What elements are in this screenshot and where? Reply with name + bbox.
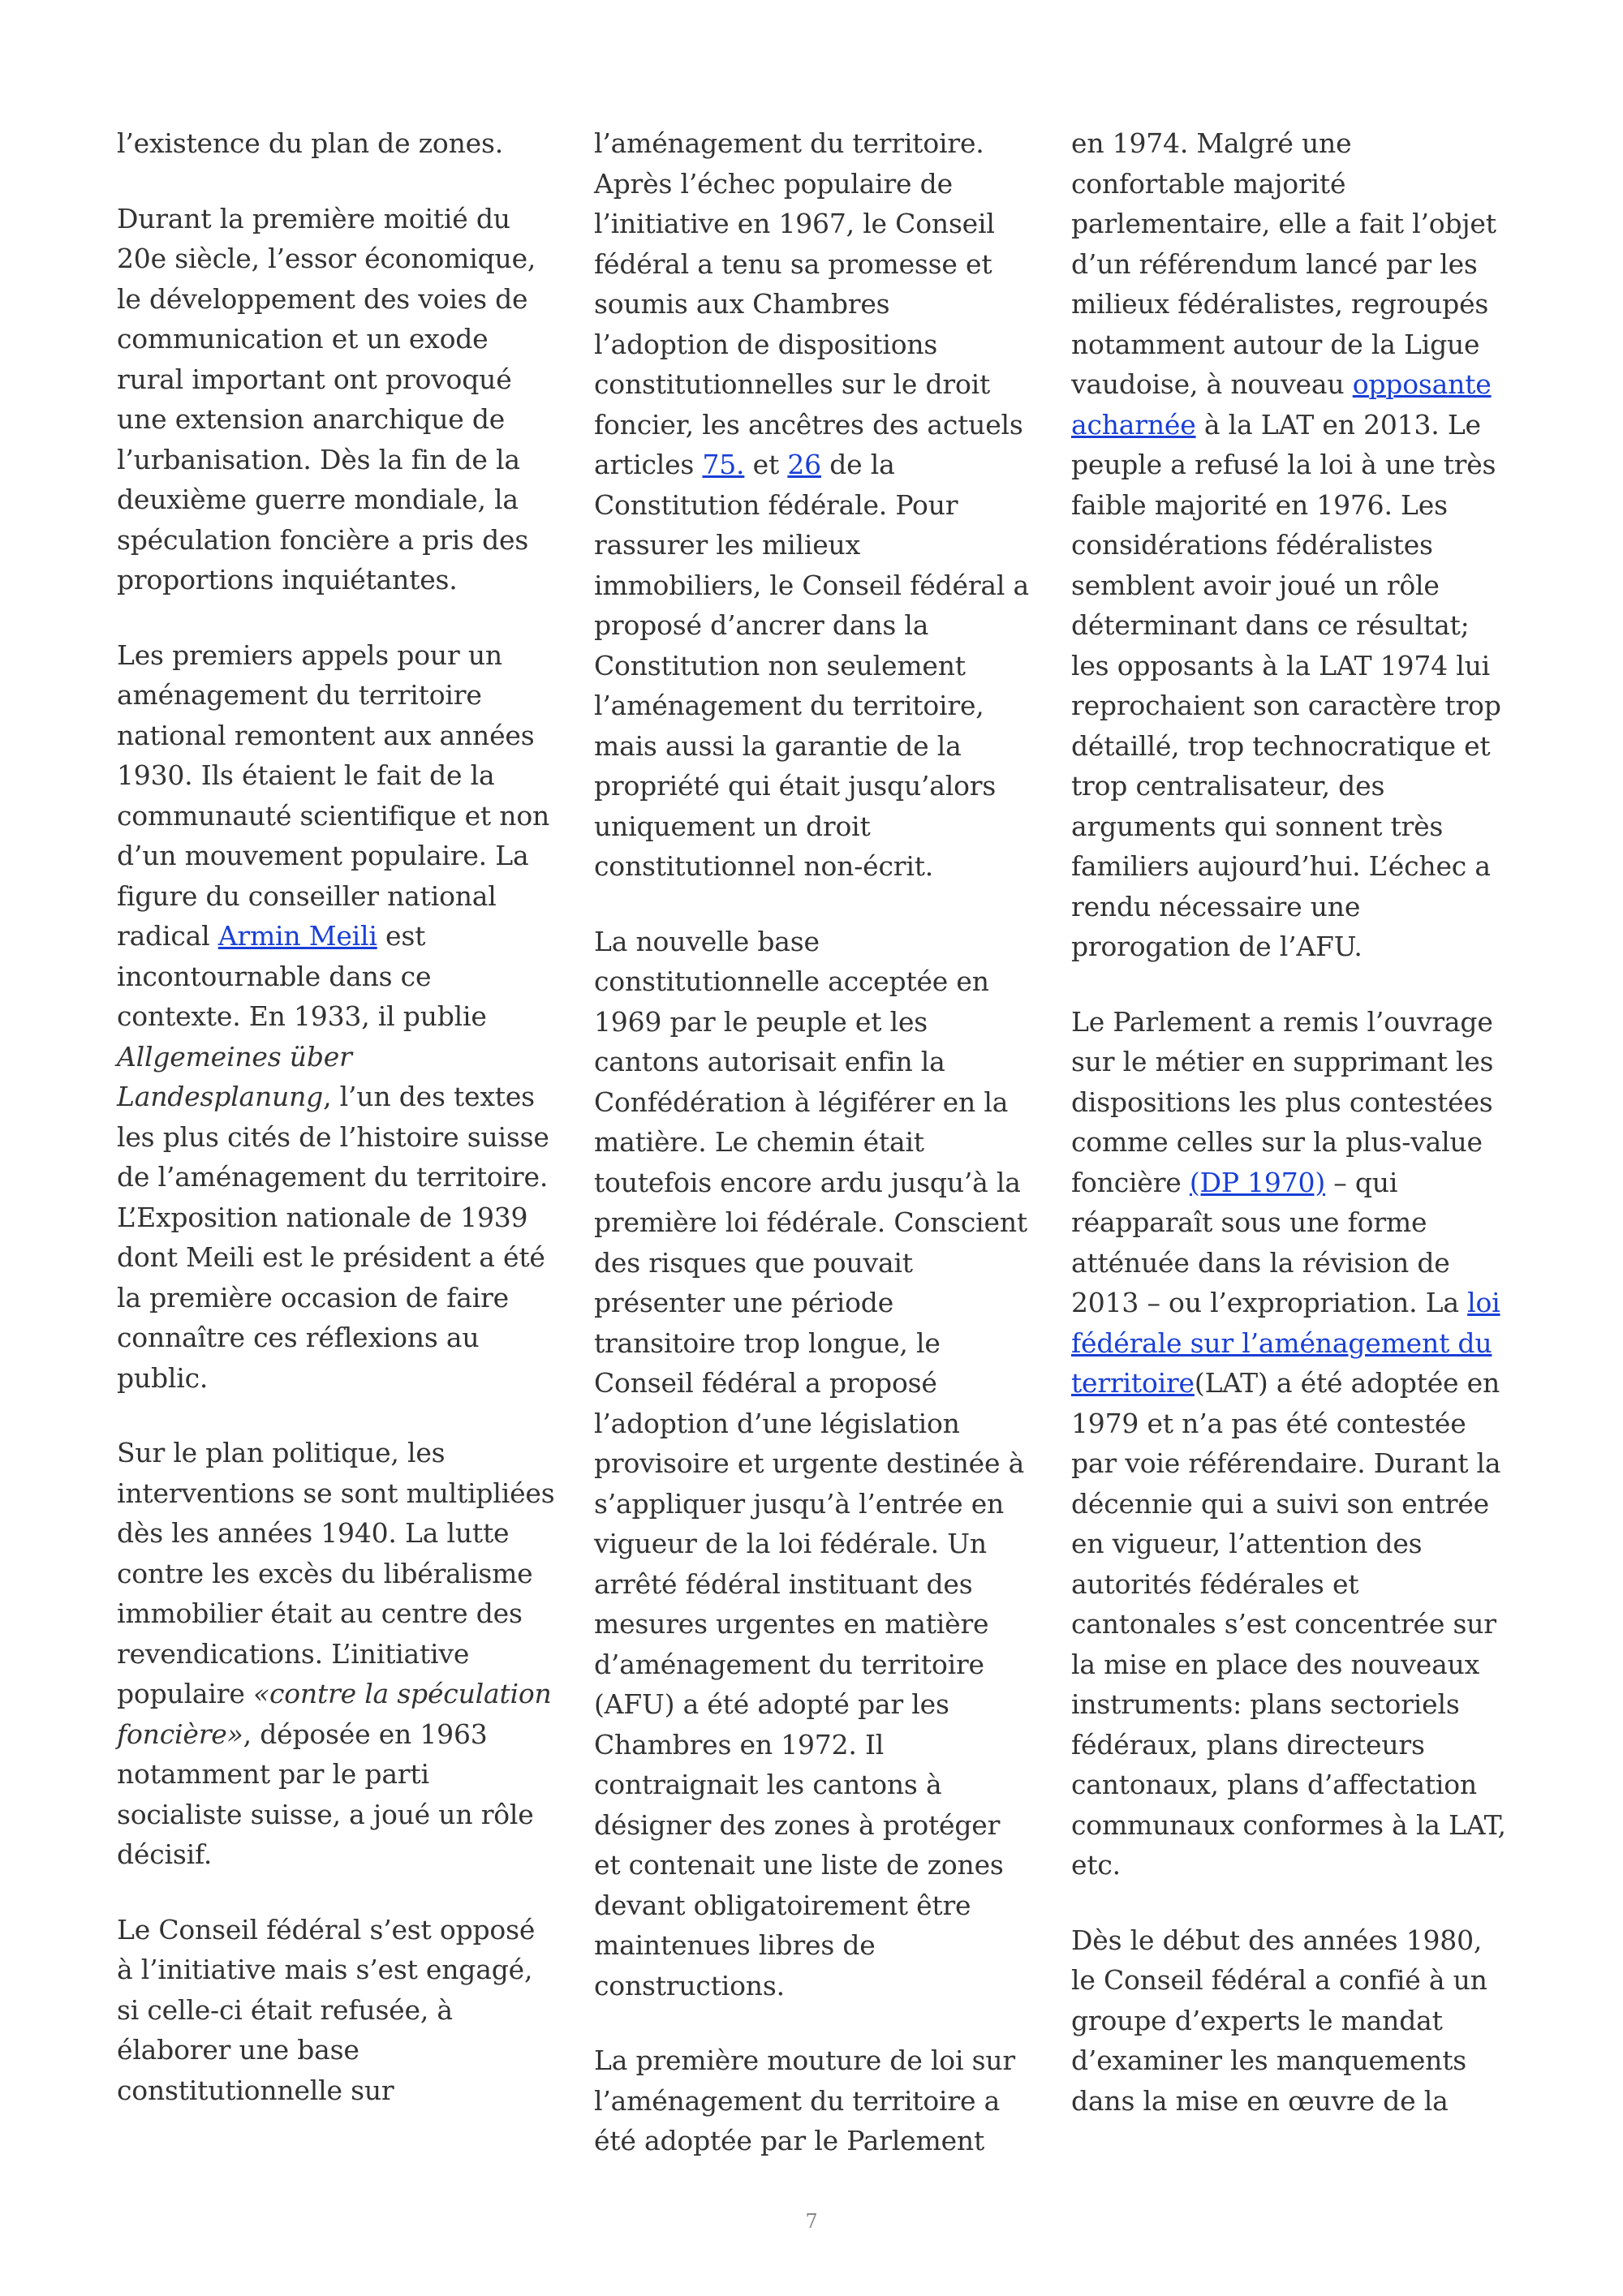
paragraph: La nouvelle base constitutionnelle acceptée en 1969 par le peuple et les cantons autorisait enfin la Confédération à légiférer en la matière. Le chemin était toutefois encore ardu jusqu’à la première loi fédérale. Conscient des risques que pouvait présenter une période transitoire trop longue, le Conseil fédéral a proposé l’adoption d’une législation provisoire et urgente destinée à s’appliquer jusqu’à l’entrée en vigueur de la loi fédérale. Un arrêté fédéral instituant des mesures urgentes en matière d’aménagement du territoire (AFU) a été adopté par les Chambres en 1972. Il contraignait les cantons à désigner des zones à protéger et contenait une liste de zones devant obligatoirement être maintenues libres de constructions. <box>594 925 1027 2001</box>
link-article-75[interactable]: 75. <box>702 449 745 480</box>
paragraph: La première mouture de loi sur l’aménagement du territoire a été adoptée par le Parlement <box>594 2044 1015 2156</box>
text-column-2 <box>594 123 1032 2196</box>
paragraph: Sur le plan politique, les interventions se sont multipliées dès les années 1940. La lutte contre les excès du libéralisme immobilier était au centre des revendications. L’initiative populaire «contre la spéculation foncière», déposée en 1963 notamment par le parti socialiste suisse, a joué un rôle décisif. <box>117 1437 555 1870</box>
text-column-1 <box>117 123 555 2145</box>
link-loi-federale-lat[interactable]: loi fédérale sur l’aménagement du territoire <box>1071 1287 1500 1399</box>
link-article-26[interactable]: 26 <box>787 449 821 480</box>
paragraph: Le Parlement a remis l’ouvrage sur le métier en supprimant les dispositions les plus contestées comme celles sur la plus-value foncière (DP 1970) – qui réapparaît sous une forme atténuée dans la révision de 2013 – ou l’expropriation. La loi fédérale sur l’aménagement du territoire(LAT) a été adoptée en 1979 et n’a pas été contestée par voie référendaire. Durant la décennie qui a suivi son entrée en vigueur, l’attention des autorités fédérales et cantonales s’est concentrée sur la mise en place des nouveaux instruments: plans sectoriels fédéraux, plans directeurs cantonaux, plans d’affectation communaux conformes à la LAT, etc. <box>1071 1005 1506 1881</box>
book-title: Allgemeines über Landesplanung <box>117 1040 352 1112</box>
link-opposante-acharnee[interactable]: opposante acharnée <box>1071 368 1492 441</box>
paragraph: Dès le début des années 1980, le Conseil fédéral a confié à un groupe d’experts le mandat d’examiner les manquements dans la mise en œuvre de la <box>1071 1924 1487 2117</box>
text-column-3 <box>1071 123 1509 2156</box>
paragraph: Les premiers appels pour un aménagement du territoire national remontent aux années 1930. Ils étaient le fait de la communauté scientifique et non d’un mouvement populaire. La figure du conseiller national radical Armin Meili est incontournable dans ce contexte. En 1933, il publie Allgemeines über Landesplanung, l’un des textes les plus cités de l’histoire suisse de l’aménagement du territoire. L’Exposition nationale de 1939 dont Meili est le président a été la première occasion de faire connaître ces réflexions au public. <box>117 638 550 1394</box>
paragraph: l’existence du plan de zones. <box>117 127 503 159</box>
paragraph: l’aménagement du territoire. Après l’échec populaire de l’initiative en 1967, le Conseil fédéral a tenu sa promesse et soumis aux Chambres l’adoption de dispositions constitutionnelles sur le droit foncier, les ancêtres des actuels articles 75. et 26 de la Constitution fédérale. Pour rassurer les milieux immobiliers, le Conseil fédéral a proposé d’ancrer dans la Constitution non seulement l’aménagement du territoire, mais aussi la garantie de la propriété qui était jusqu’alors uniquement un droit constitutionnel non-écrit. <box>594 127 1029 882</box>
link-dp-1970[interactable]: (DP 1970) <box>1189 1166 1325 1198</box>
initiative-title: «contre la spéculation foncière» <box>117 1678 552 1750</box>
paragraph: en 1974. Malgré une confortable majorité parlementaire, elle a fait l’objet d’un référendum lancé par les milieux fédéralistes, regroupés notamment autour de la Ligue vaudoise, à nouveau opposante acharnée à la LAT en 2013. Le peuple a refusé la loi à une très faible majorité en 1976. Les considérations fédéralistes semblent avoir joué un rôle déterminant dans ce résultat; les opposants à la LAT 1974 lui reprochaient son caractère trop détaillé, trop technocratique et trop centralisateur, des arguments qui sonnent très familiers aujourd’hui. L’échec a rendu nécessaire une prorogation de l’AFU. <box>1071 127 1501 962</box>
paragraph: Durant la première moitié du 20e siècle, l’essor économique, le développement des voies de communication et un exode rural important ont provoqué une extension anarchique de l’urbanisation. Dès la fin de la deuxième guerre mondiale, la spéculation foncière a pris des proportions inquiétantes. <box>117 202 536 595</box>
paragraph: Le Conseil fédéral s’est opposé à l’initiative mais s’est engagé, si celle-ci était refusée, à élaborer une base constitutionnelle sur <box>117 1913 536 2106</box>
link-armin-meili[interactable]: Armin Meili <box>217 920 377 952</box>
page-number: 7 <box>805 2210 818 2233</box>
